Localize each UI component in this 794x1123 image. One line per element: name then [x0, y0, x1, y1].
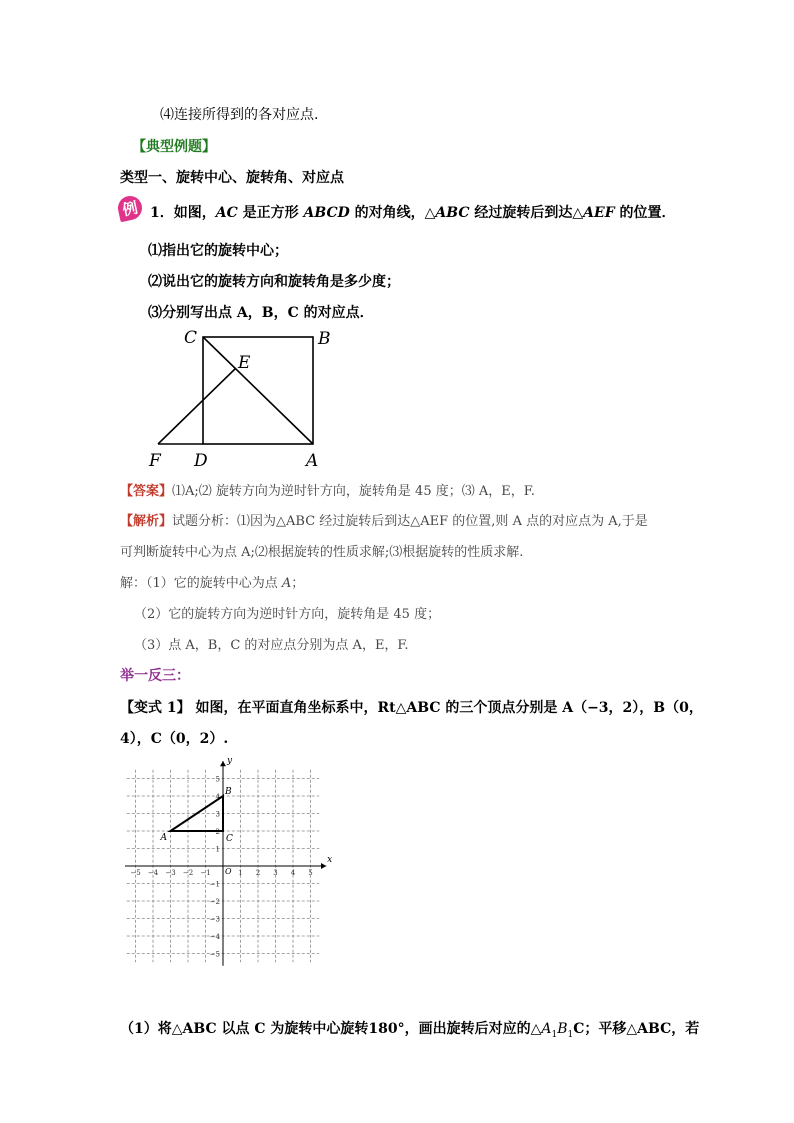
x-tick-label: 2	[255, 869, 261, 877]
label-d: D	[194, 451, 208, 471]
q-abcd: ABCD	[303, 205, 350, 221]
subquestion-1: ⑴指出它的旋转中心；	[148, 243, 288, 259]
x-tick-label: 1	[238, 869, 243, 877]
y-tick-label: 1	[215, 845, 220, 854]
x-tick-label: −3	[165, 869, 176, 877]
answer-tag: 【答案】	[120, 484, 173, 499]
segment-fe	[158, 368, 236, 444]
origin-label: O	[225, 867, 232, 876]
type1-title: 类型一、旋转中心、旋转角、对应点	[120, 170, 344, 186]
variant1-text-1: 如图，在平面直角坐标系中，Rt△ABC 的三个顶点分别是 A（−3，2），B（0，	[195, 700, 703, 716]
q-part-a: 如图，	[173, 205, 216, 221]
q-tri-aef: △AEF	[572, 205, 615, 221]
answer-text: ⑴A;⑵ 旋转方向为逆时针方向，旋转角是 45 度；⑶ A，E，F.	[172, 484, 535, 499]
y-tick-label: −2	[209, 898, 220, 906]
analysis-line-1	[120, 510, 648, 529]
x-tick-label: −1	[200, 869, 211, 877]
analysis-tag: 【解析】	[120, 514, 173, 529]
example-question	[150, 202, 676, 222]
y-tick-label: 5	[215, 775, 220, 784]
tick-labels	[130, 776, 312, 959]
example-badge	[116, 194, 144, 222]
task1-a1: A	[541, 1021, 552, 1037]
y-axis-arrow	[220, 761, 226, 766]
task1-b1: B	[557, 1021, 568, 1037]
label-f: F	[149, 451, 161, 471]
subquestion-2: ⑵说出它的旋转方向和旋转角是多少度；	[148, 274, 400, 290]
label-a: A	[306, 451, 319, 471]
example-badge-text: 例	[120, 198, 140, 219]
point-a-label: A	[160, 833, 167, 843]
solution-line-3: （3）点 A，B，C 的对应点分别为点 A，E，F.	[134, 638, 409, 653]
diagonal-ac	[203, 337, 313, 444]
y-axis-label: y	[227, 756, 233, 766]
y-tick-label: −1	[209, 880, 220, 889]
point-c-label: C	[226, 834, 233, 844]
x-axis-label: x	[327, 855, 333, 865]
variant1-line-2: 4），C（0，2）.	[120, 731, 229, 747]
section-typical-examples: 【典型例题】	[132, 139, 216, 155]
step-4-text: ⑷连接所得到的各对应点.	[160, 107, 319, 123]
x-tick-label: 3	[273, 869, 278, 877]
solution-line-1	[120, 572, 304, 591]
label-e: E	[238, 353, 251, 373]
x-tick-label: −4	[147, 869, 159, 877]
q-part-d: 经过旋转后到达	[469, 205, 573, 221]
x-axis-arrow	[321, 863, 326, 869]
label-b: B	[318, 329, 331, 349]
task1-line	[120, 1018, 699, 1040]
y-tick-label: −4	[209, 933, 220, 941]
solution-1a: 解：（1）它的旋转中心为点	[120, 576, 282, 591]
y-tick-label: 4	[215, 793, 220, 801]
q-tri-abc: △ABC	[424, 205, 470, 221]
analysis-line-2: 可判断旋转中心为点 A;⑵根据旋转的性质求解;⑶根据旋转的性质求解.	[120, 545, 524, 560]
x-tick-label: −5	[130, 869, 141, 877]
variant1-tag: 【变式 1】	[120, 700, 191, 716]
coordinate-grid-figure	[118, 756, 338, 976]
analysis-text-1: 试题分析：⑴因为△ABC 经过旋转后到达△AEF 的位置,则 A 点的对应点为 A,于是	[172, 514, 648, 529]
label-c: C	[184, 328, 198, 348]
solution-line-2: （2）它的旋转方向为逆时针方向，旋转角是 45 度；	[134, 607, 441, 622]
example-number: 1．	[150, 205, 174, 221]
y-tick-label: 2	[215, 828, 220, 836]
y-tick-label: −3	[209, 915, 220, 924]
x-tick-label: 4	[290, 869, 296, 877]
solution-1b: A	[281, 576, 292, 591]
task1-sub1: 1	[551, 1029, 558, 1040]
subquestion-3: ⑶分别写出点 A，B，C 的对应点．	[148, 305, 374, 321]
section-practice: 举一反三：	[120, 668, 190, 684]
x-tick-label: 5	[308, 869, 313, 877]
point-b-label: B	[225, 787, 232, 797]
solution-1c: ；	[291, 576, 305, 591]
q-part-b: 是正方形	[237, 205, 304, 221]
task1-text-a: （1）将△ABC 以点 C 为旋转中心旋转180°，画出旋转后对应的△	[120, 1021, 542, 1037]
y-tick-label: 3	[215, 810, 220, 819]
q-part-e: 的位置．	[614, 205, 676, 221]
answer-line	[120, 480, 535, 499]
x-tick-label: −2	[182, 869, 194, 877]
q-ac: AC	[215, 205, 238, 221]
task1-text-c: C；平移△ABC，若	[573, 1021, 700, 1037]
y-tick-label: −5	[209, 950, 220, 959]
square-rotation-figure	[140, 322, 350, 472]
variant1-line-1	[120, 697, 703, 717]
task1-sub2: 1	[567, 1029, 574, 1040]
q-part-c: 的对角线，	[349, 205, 425, 221]
